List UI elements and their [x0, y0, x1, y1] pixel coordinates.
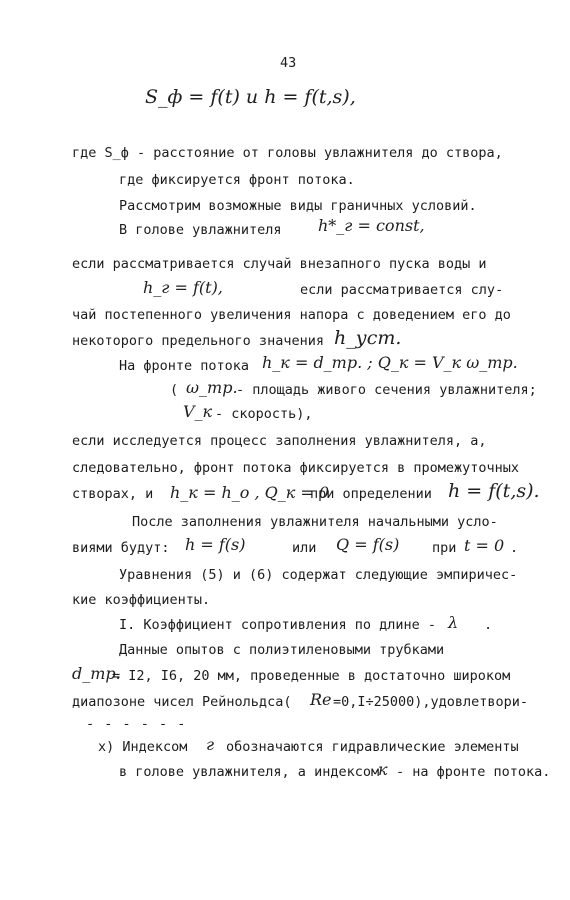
formula: h_к = d_тр. ; Q_к = V_к ω_тр. [262, 353, 518, 372]
text-line: =0,I÷25000),удовлетвори- [333, 694, 529, 710]
formula: V_к [183, 402, 213, 421]
formula-sf-h: S_ф = f(t) и h = f(t,s), [145, 86, 356, 108]
text-line: при [432, 540, 457, 556]
footnote-formula: г [206, 735, 215, 754]
text-line: где фиксируется фронт потока. [119, 172, 355, 188]
text-line: = I2, I6, 20 мм, проведенные в достаточно широком [112, 668, 511, 684]
formula: h = f(s) [185, 535, 246, 554]
text-line: виями будут: [72, 540, 170, 556]
formula: t = 0 [464, 536, 505, 555]
formula: Q = f(s) [336, 535, 400, 554]
text-line: следовательно, фронт потока фиксируется в промежуточных [72, 460, 520, 476]
formula: h = f(t,s). [448, 480, 540, 502]
text-line: если исследуется процесс заполнения увлажнителя, а, [72, 433, 487, 449]
formula: Re [310, 690, 332, 709]
text-line: Рассмотрим возможные виды граничных условий. [119, 198, 477, 214]
footnote-separator: - - - - - - [86, 716, 187, 732]
formula: h*_г = const, [318, 216, 425, 235]
text-line: I. Коэффициент сопротивления по длине - [119, 617, 436, 633]
text-line: На фронте потока [119, 358, 250, 374]
text-line: В голове увлажнителя [119, 222, 282, 238]
footnote-line: - на фронте потока. [396, 764, 551, 780]
text-line: После заполнения увлажнителя начальными усло- [132, 514, 498, 530]
text-line: . [510, 540, 519, 556]
text-line: диапозоне чисел Рейнольдса( [72, 694, 292, 710]
formula: h_г = f(t), [143, 278, 223, 297]
text-line: некоторого предельного значения [72, 333, 324, 349]
footnote-line: обозначаются гидравлические элементы [226, 739, 519, 755]
formula: h_уст. [334, 327, 402, 349]
text-line: если рассматривается случай внезапного пуска воды и [72, 256, 487, 272]
footnote-line: в голове увлажнителя, а индексом [119, 764, 380, 780]
text-line: кие коэффициенты. [72, 592, 211, 608]
text-line: при определении [310, 486, 432, 502]
text-line: ( [170, 382, 179, 398]
text-line: чай постепенного увеличения напора с доведением его до [72, 307, 511, 323]
text-line: Данные опытов с полиэтиленовыми трубками [119, 642, 445, 658]
page-number: 43 [280, 55, 297, 71]
text-line: где S_ф - расстояние от головы увлажнителя до створа, [72, 145, 503, 161]
text-line: - площадь живого сечения увлажнителя; [236, 382, 537, 398]
formula: λ [448, 613, 459, 632]
footnote-line: x) Индексом [98, 739, 188, 755]
formula: ω_тр. [186, 378, 238, 397]
text-line: Уравнения (5) и (6) содержат следующие эмпиричес- [119, 567, 518, 583]
text-line: . [484, 617, 493, 633]
text-line: створах, и [72, 486, 154, 502]
footnote-formula: к [378, 760, 388, 779]
text-line: если рассматривается слу- [300, 282, 504, 298]
text-line: или [292, 540, 317, 556]
text-line: - скорость), [215, 406, 313, 422]
formula: d_тр. [72, 664, 121, 683]
formula: h_к = h_о , Q_к = 0 [170, 483, 330, 502]
